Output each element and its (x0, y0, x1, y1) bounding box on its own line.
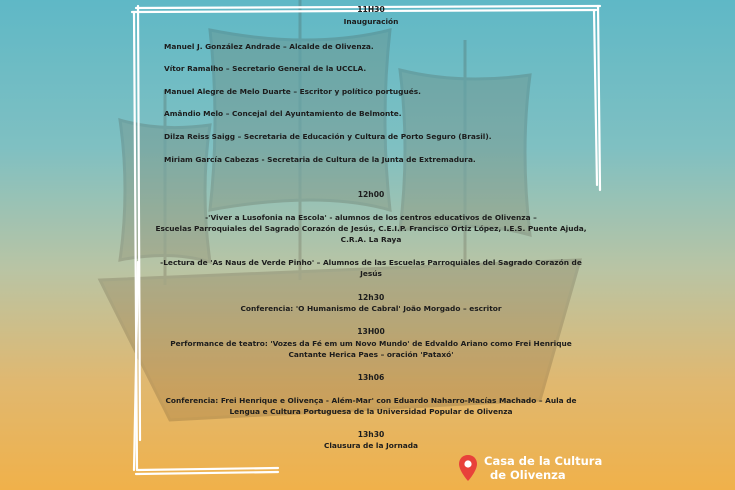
activity-line: Escuelas Parroquiales del Sagrado Corazón de Jesús, C.E.I.P. Francisco Ortiz López, I.E.S. Puente Ajuda, (155, 224, 587, 233)
map-pin-icon (458, 454, 478, 482)
speaker-line: Manuel Alegre de Melo Duarte – Escritor y político portugués. (164, 87, 421, 96)
speaker-line: Manuel J. González Andrade – Alcalde de Olivenza. (164, 42, 374, 51)
activity-line: C.R.A. La Raya (340, 235, 402, 244)
activity-line: -'Viver a Lusofonia na Escola' - alumnos de los centros educativos de Olivenza – (205, 213, 537, 222)
session-time-1230: 12h30 (357, 293, 385, 302)
activity-line: Cantante Herica Paes – oración 'Pataxó' (288, 350, 454, 359)
activity-line: -Lectura de 'As Naus de Verde Pinho' – Alumnos de las Escuelas Parroquiales del Sagrado Corazón de (160, 258, 582, 267)
session-title-clausura: Clausura de la Jornada (323, 441, 419, 450)
speaker-line: Miriam García Cabezas - Secretaria de Cultura de la Junta de Extremadura. (164, 155, 476, 164)
session-time-1130: 11H30 (357, 5, 385, 14)
activity-line: Performance de teatro: 'Vozes da Fé em um Novo Mundo' de Edvaldo Ariano como Frei Henrique (170, 339, 572, 348)
venue-name-line2: de Olivenza (490, 468, 566, 482)
activity-line: Conferencia: Frei Henrique e Olivença - Além-Mar' con Eduardo Naharro-Macías Machado – Aula de (165, 396, 577, 405)
speaker-line: Amândio Melo – Concejal del Ayuntamiento de Belmonte. (164, 109, 402, 118)
speaker-line: Vítor Ramalho – Secretario General de la UCCLA. (164, 64, 367, 73)
speaker-line: Dilza Reiss Saigg – Secretaria de Educación y Cultura de Porto Seguro (Brasil). (164, 132, 492, 141)
venue-location (458, 454, 602, 482)
venue-name-line1: Casa de la Cultura (484, 454, 603, 468)
session-time-1306: 13h06 (357, 373, 385, 382)
activity-line: Conferencia: 'O Humanismo de Cabral' João Morgado – escritor (240, 304, 502, 313)
session-time-1200: 12h00 (357, 190, 385, 199)
session-title-inauguracion: Inauguración (343, 17, 399, 26)
activity-line: Jesús (360, 269, 382, 278)
session-time-1330: 13h30 (357, 430, 385, 439)
activity-line: Lengua e Cultura Portuguesa de la Universidad Popular de Olivenza (229, 407, 513, 416)
session-time-1300: 13H00 (357, 327, 385, 336)
